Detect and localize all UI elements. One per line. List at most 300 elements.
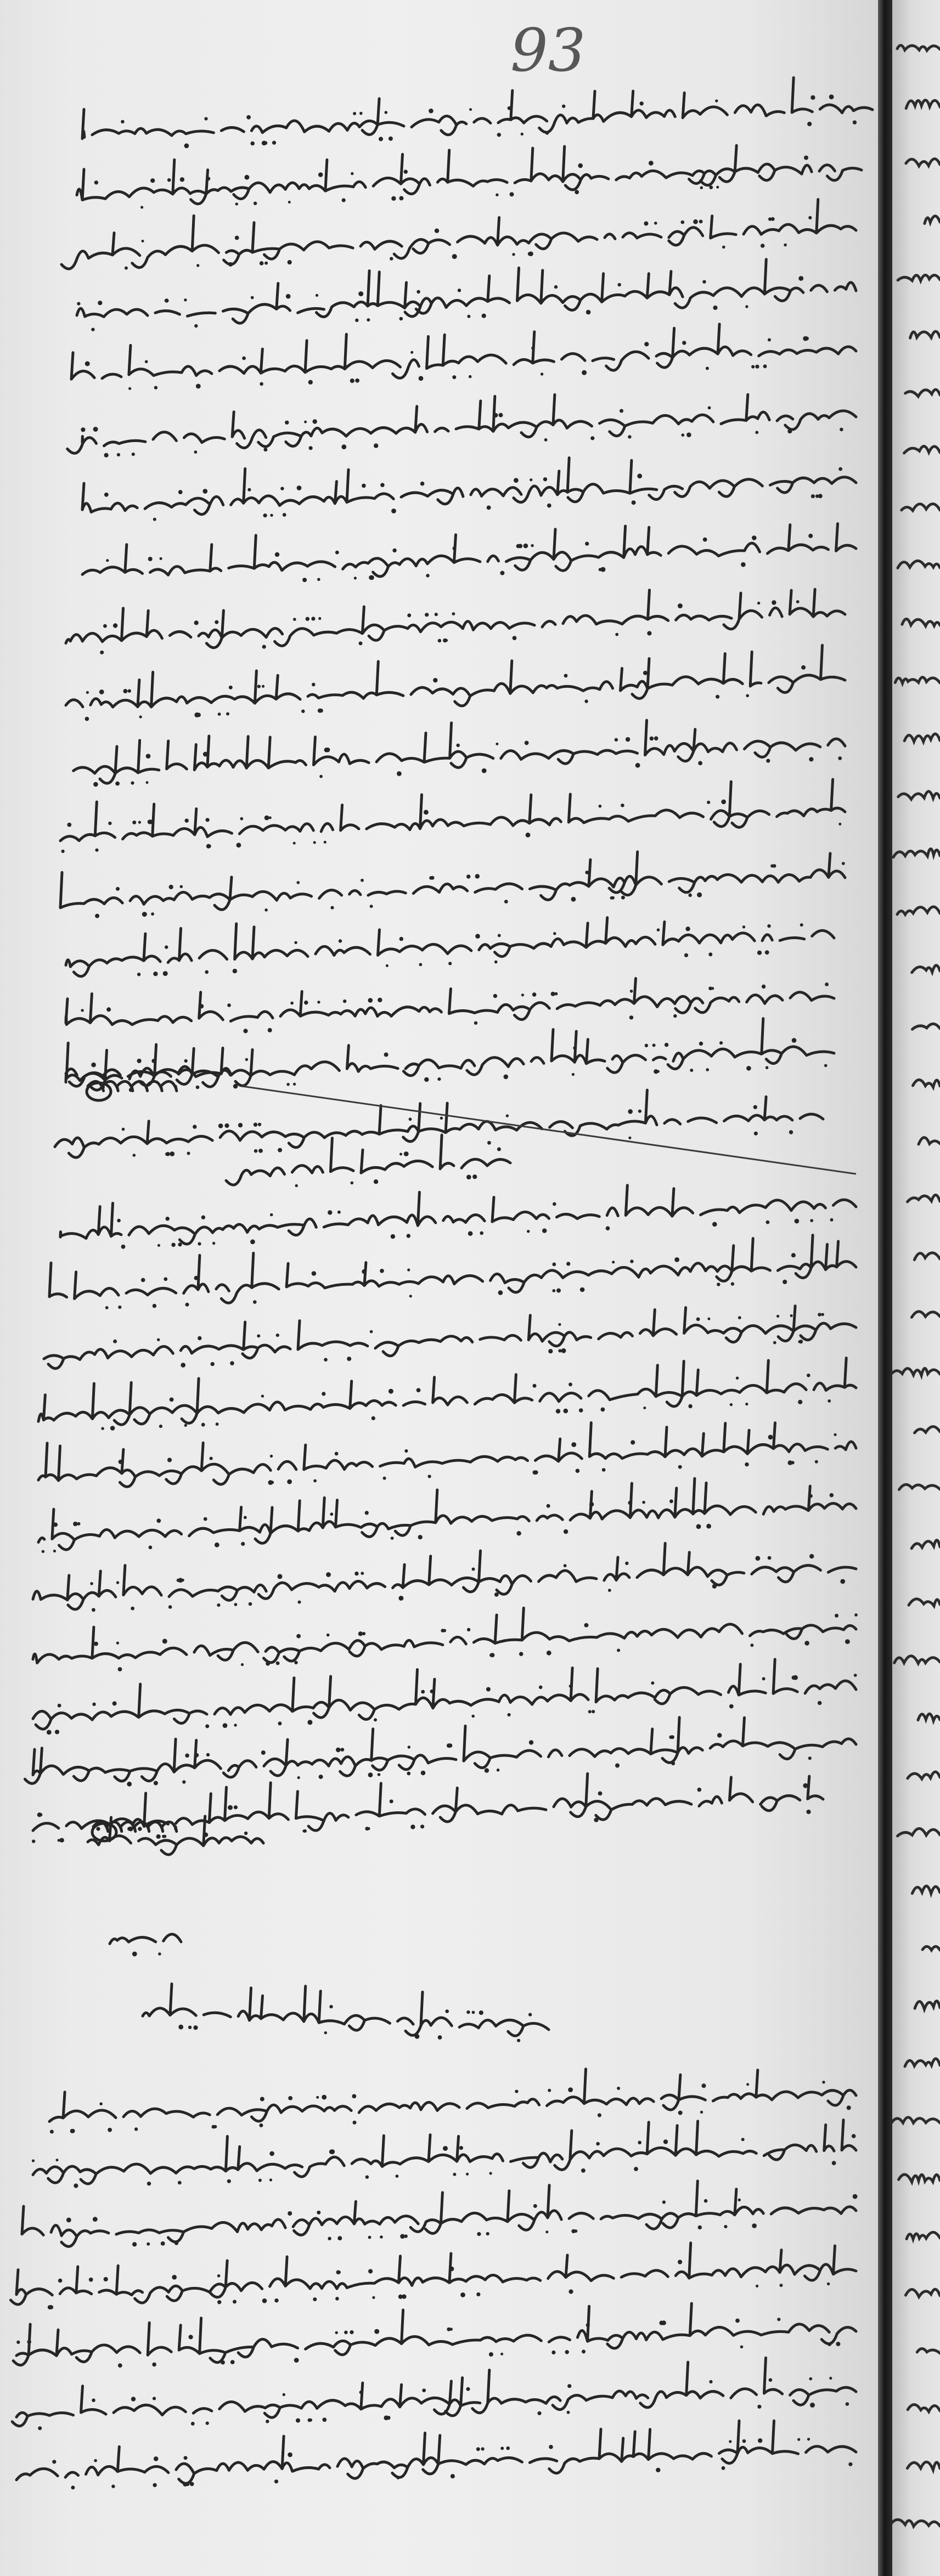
script-dot — [657, 928, 660, 931]
script-dot — [178, 2025, 183, 2030]
script-dot — [407, 613, 411, 617]
script-dot — [194, 450, 198, 454]
script-dot — [217, 2300, 221, 2304]
script-dot — [128, 689, 131, 692]
script-dot — [288, 201, 291, 204]
script-dot — [161, 2241, 165, 2246]
script-dot — [685, 927, 690, 931]
script-dot — [576, 1469, 580, 1473]
script-dot — [598, 1792, 603, 1796]
script-dot — [262, 2298, 267, 2303]
script-dot — [385, 111, 388, 114]
script-dot — [795, 1219, 800, 1224]
script-dot — [475, 874, 480, 878]
script-dot — [489, 2352, 493, 2357]
script-dot — [568, 2087, 573, 2092]
script-dot — [379, 137, 383, 141]
script-dot — [141, 1278, 145, 1283]
script-dot — [539, 1686, 543, 1690]
adjacent-page-line — [905, 2289, 940, 2297]
adjacent-page-line — [898, 792, 940, 799]
script-dot — [151, 1059, 156, 1063]
script-dot — [324, 1358, 328, 1362]
script-dot — [178, 490, 183, 494]
script-dot — [195, 1753, 199, 1758]
script-dot — [467, 1628, 470, 1631]
script-dot — [184, 2456, 188, 2460]
script-dot — [834, 1433, 836, 1436]
script-dot — [424, 810, 429, 815]
script-dot — [146, 781, 149, 784]
script-dot — [241, 1542, 245, 1546]
script-dot — [205, 1724, 209, 1728]
adjacent-page-line — [905, 389, 940, 397]
script-dot — [429, 876, 433, 880]
adjacent-page-line — [908, 2405, 940, 2412]
script-dot — [504, 1075, 509, 1080]
entry-3-line — [9, 2421, 856, 2483]
script-dot — [177, 1579, 180, 1582]
script-dot — [625, 1562, 628, 1565]
script-dot — [204, 117, 207, 120]
script-dot — [472, 1174, 477, 1179]
script-dot — [769, 2378, 773, 2382]
script-dot — [721, 799, 726, 804]
script-dot — [365, 1827, 369, 1831]
script-dot — [94, 1642, 98, 1646]
script-dot — [776, 1315, 779, 1318]
script-dot — [514, 478, 519, 483]
script-dot — [780, 2284, 783, 2287]
script-dot — [313, 1479, 317, 1483]
script-dot — [288, 260, 292, 264]
script-dot — [486, 2232, 489, 2235]
signature-line — [66, 1044, 230, 1087]
script-dot — [810, 95, 815, 100]
script-dot — [118, 1306, 121, 1309]
script-dot — [328, 2237, 331, 2240]
script-dot — [367, 318, 370, 321]
script-dot — [127, 1782, 132, 1787]
script-dot — [104, 2277, 108, 2281]
script-dot — [93, 2217, 98, 2222]
script-dot — [99, 2103, 103, 2106]
script-dot — [529, 1740, 533, 1744]
script-dot — [304, 1001, 308, 1005]
script-dot — [178, 1242, 182, 1246]
script-dot — [121, 1245, 126, 1249]
script-dot — [383, 1477, 386, 1480]
script-dot — [669, 1736, 673, 1739]
script-dot — [578, 163, 583, 168]
script-dot — [581, 2168, 586, 2173]
script-dot — [459, 2146, 463, 2150]
script-dot — [772, 600, 776, 605]
script-dot — [266, 1662, 270, 1666]
script-dot — [567, 2384, 571, 2388]
script-dot — [217, 1603, 220, 1607]
script-dot — [797, 2438, 800, 2441]
script-dot — [537, 2411, 541, 2415]
script-dot — [235, 236, 239, 240]
script-dot — [193, 2025, 198, 2030]
script-dot — [750, 1643, 753, 1647]
script-dot — [497, 133, 501, 137]
script-dot — [335, 551, 339, 555]
script-dot — [324, 2031, 327, 2034]
script-dot — [335, 2331, 338, 2334]
script-dot — [618, 283, 621, 286]
script-dot — [549, 2445, 553, 2449]
script-dot — [16, 2341, 20, 2344]
script-dot — [815, 1460, 818, 1464]
script-dot — [178, 2181, 182, 2185]
script-dot — [201, 1423, 205, 1427]
script-dot — [212, 2125, 216, 2129]
script-dot — [807, 1374, 810, 1377]
script-dot — [807, 122, 812, 126]
script-dot — [643, 671, 648, 675]
script-dot — [288, 2453, 292, 2458]
script-dot — [410, 351, 413, 354]
script-dot — [615, 633, 618, 636]
script-dot — [148, 557, 153, 561]
adjacent-page-script — [892, 0, 940, 2576]
script-dot — [493, 994, 497, 998]
script-dot — [322, 1392, 325, 1396]
script-dot — [628, 435, 631, 438]
script-dot — [425, 613, 429, 617]
script-dot — [288, 2096, 292, 2100]
script-dot — [407, 1234, 410, 1238]
script-dot — [530, 478, 532, 481]
script-dot — [154, 2456, 159, 2461]
script-dot — [506, 2447, 510, 2450]
script-dot — [115, 782, 120, 786]
script-dot — [558, 1349, 561, 1352]
script-dot — [806, 1810, 810, 1814]
script-dot — [438, 2035, 442, 2040]
script-dot — [827, 2283, 830, 2285]
adjacent-page-line — [912, 1886, 940, 1894]
script-dot — [254, 202, 257, 205]
script-dot — [467, 315, 470, 318]
script-dot — [312, 683, 316, 687]
script-dot — [322, 2095, 327, 2100]
script-dot — [294, 941, 297, 944]
script-dot — [137, 973, 140, 976]
script-dot — [260, 2097, 264, 2102]
adjacent-page-line — [914, 1253, 940, 1260]
script-dot — [629, 1015, 633, 1019]
script-dot — [293, 618, 296, 621]
entry-3-line — [9, 2358, 856, 2426]
script-dot — [697, 1788, 702, 1792]
script-dot — [128, 1827, 133, 1832]
script-dot — [264, 262, 268, 265]
script-dot — [585, 1623, 589, 1627]
script-dot — [853, 120, 857, 124]
script-dot — [770, 865, 774, 868]
script-dot — [27, 2340, 31, 2344]
script-dot — [525, 741, 529, 745]
script-dot — [498, 1290, 503, 1295]
script-dot — [460, 2292, 465, 2297]
script-dot — [132, 453, 135, 456]
script-dot — [94, 180, 98, 184]
script-dot — [263, 448, 267, 451]
script-dot — [631, 1440, 635, 1444]
script-dot — [840, 428, 843, 432]
script-dot — [271, 1481, 274, 1484]
script-dot — [716, 695, 719, 699]
script-dot — [328, 1210, 332, 1214]
entry-2-line — [44, 1306, 856, 1369]
script-dot — [301, 709, 305, 713]
script-dot — [139, 715, 142, 718]
script-dot — [91, 1063, 96, 1067]
script-dot — [313, 2297, 317, 2301]
script-dot — [588, 1710, 592, 1713]
script-dot — [487, 1141, 491, 1145]
script-dot — [269, 2178, 272, 2181]
script-dot — [319, 775, 323, 778]
script-dot — [709, 185, 713, 189]
script-dot — [572, 1073, 575, 1076]
script-dot — [258, 1123, 261, 1126]
entry-1-line — [67, 394, 856, 453]
script-dot — [86, 691, 89, 694]
script-dot — [494, 1592, 499, 1597]
adjacent-page-line — [915, 2001, 940, 2009]
script-dot — [168, 1605, 172, 1609]
script-dot — [729, 1704, 734, 1709]
script-dot — [153, 518, 156, 521]
script-dot — [49, 2305, 53, 2309]
script-dot — [489, 1653, 493, 1657]
script-dot — [250, 1239, 255, 1244]
adjacent-page-line — [899, 2174, 940, 2182]
adjacent-page-line — [906, 100, 940, 109]
script-dot — [335, 1452, 339, 1456]
script-dot — [466, 874, 470, 878]
script-dot — [384, 2415, 389, 2420]
script-dot — [235, 202, 238, 205]
script-dot — [693, 219, 698, 224]
script-dot — [686, 432, 691, 437]
script-dot — [707, 1318, 710, 1320]
script-dot — [218, 1123, 223, 1128]
script-dot — [384, 1053, 389, 1057]
script-dot — [254, 1149, 258, 1153]
script-dot — [159, 1425, 162, 1428]
script-dot — [105, 1306, 109, 1309]
script-dot — [266, 2420, 269, 2423]
script-dot — [287, 1479, 292, 1484]
script-dot — [845, 1639, 850, 1644]
script-dot — [365, 2176, 369, 2179]
script-dot — [119, 1460, 123, 1464]
script-dot — [251, 296, 254, 300]
adjacent-page-line — [892, 1368, 940, 1375]
script-dot — [343, 999, 346, 1003]
script-dot — [480, 1231, 483, 1235]
script-dot — [268, 1028, 272, 1032]
script-dot — [438, 639, 442, 643]
script-dot — [489, 2172, 492, 2174]
script-dot — [571, 1442, 576, 1447]
script-dot — [234, 1805, 238, 1809]
script-dot — [160, 557, 162, 560]
script-dot — [585, 871, 589, 874]
script-dot — [840, 1579, 845, 1584]
script-dot — [157, 1244, 160, 1247]
script-dot — [58, 1704, 61, 1708]
script-dot — [838, 756, 842, 760]
script-dot — [404, 170, 408, 173]
adjacent-page-line — [906, 159, 940, 166]
script-dot — [242, 357, 246, 360]
script-dot — [829, 2377, 832, 2380]
script-dot — [32, 1840, 35, 1843]
entry-2-line — [60, 1185, 856, 1244]
script-dot — [116, 1581, 119, 1584]
script-dot — [133, 1154, 136, 1157]
script-dot — [533, 1384, 537, 1388]
script-dot — [430, 1690, 434, 1693]
script-dot — [580, 1287, 585, 1292]
script-dot — [741, 562, 746, 567]
script-dot — [512, 253, 515, 256]
script-dot — [429, 109, 434, 114]
script-dot — [108, 822, 111, 825]
script-dot — [104, 453, 109, 457]
script-dot — [745, 1403, 748, 1405]
script-dot — [158, 1952, 161, 1956]
script-dot — [481, 2447, 485, 2450]
script-dot — [117, 453, 120, 456]
adjacent-page-strip — [892, 0, 940, 2576]
script-dot — [466, 2010, 470, 2014]
script-dot — [312, 1271, 317, 1276]
script-dot — [424, 1077, 429, 1082]
script-dot — [257, 685, 261, 688]
script-dot — [582, 2349, 586, 2353]
script-dot — [735, 2319, 740, 2323]
script-dot — [541, 372, 543, 375]
script-dot — [712, 1584, 717, 1589]
script-dot — [53, 1550, 56, 1552]
script-dot — [290, 1002, 294, 1005]
script-dot — [318, 617, 321, 620]
script-dot — [640, 101, 644, 105]
script-dot — [751, 365, 755, 369]
script-dot — [229, 686, 233, 690]
script-dot — [818, 1701, 822, 1705]
script-dot — [716, 186, 719, 189]
script-dot — [452, 612, 455, 615]
script-dot — [370, 905, 373, 908]
script-dot — [854, 1613, 858, 1617]
script-dot — [564, 1529, 568, 1534]
script-dot — [153, 971, 157, 976]
script-dot — [564, 1564, 567, 1567]
script-dot — [217, 2274, 221, 2278]
script-dot — [260, 382, 263, 386]
script-dot — [789, 1130, 793, 1134]
script-dot — [755, 431, 758, 434]
script-dot — [647, 631, 651, 635]
script-dot — [419, 963, 423, 967]
script-dot — [113, 623, 117, 628]
script-dot — [598, 2113, 601, 2117]
script-dot — [245, 1058, 248, 1061]
script-dot — [215, 620, 218, 624]
script-dot — [697, 892, 702, 897]
script-dot — [608, 1589, 611, 1592]
entry-1-line — [66, 1019, 834, 1091]
script-dot — [73, 1522, 77, 1526]
adjacent-page-line — [912, 965, 940, 973]
adjacent-page-line — [893, 849, 940, 857]
script-dot — [738, 1316, 741, 1319]
adjacent-page-line — [898, 275, 940, 281]
script-dot — [204, 1517, 207, 1521]
adjacent-page-line — [899, 1484, 940, 1489]
script-dot — [504, 900, 508, 903]
script-dot — [150, 178, 155, 183]
script-dot — [196, 1086, 200, 1089]
script-dot — [42, 1550, 44, 1553]
script-dot — [765, 1066, 769, 1070]
script-dot — [767, 924, 770, 928]
script-dot — [703, 538, 707, 542]
script-dot — [100, 651, 104, 654]
script-dot — [736, 1377, 739, 1380]
script-dot — [722, 246, 725, 249]
script-dot — [132, 1952, 137, 1957]
script-dot — [545, 2230, 548, 2233]
script-dot — [60, 1838, 64, 1843]
script-dot — [702, 2083, 706, 2088]
script-dot — [92, 1703, 95, 1706]
script-dot — [458, 289, 461, 292]
script-dot — [590, 436, 594, 440]
script-dot — [807, 2438, 810, 2441]
script-dot — [682, 433, 685, 437]
entry-1-line — [58, 979, 834, 1026]
script-dot — [182, 1780, 185, 1783]
script-dot — [369, 575, 373, 580]
script-dot — [306, 617, 309, 621]
script-dot — [829, 94, 834, 99]
script-dot — [270, 1455, 273, 1458]
script-dot — [196, 264, 199, 267]
script-dot — [206, 818, 210, 822]
script-dot — [457, 744, 460, 747]
script-dot — [170, 1398, 174, 1402]
script-dot — [637, 473, 642, 478]
script-dot — [650, 737, 654, 741]
script-dot — [391, 509, 396, 513]
script-dot — [95, 849, 98, 852]
script-dot — [355, 319, 358, 322]
adjacent-page-line — [919, 1138, 940, 1144]
script-dot — [361, 1572, 364, 1575]
script-dot — [278, 1574, 283, 1579]
script-dot — [803, 1783, 808, 1788]
script-dot — [659, 2321, 663, 2325]
